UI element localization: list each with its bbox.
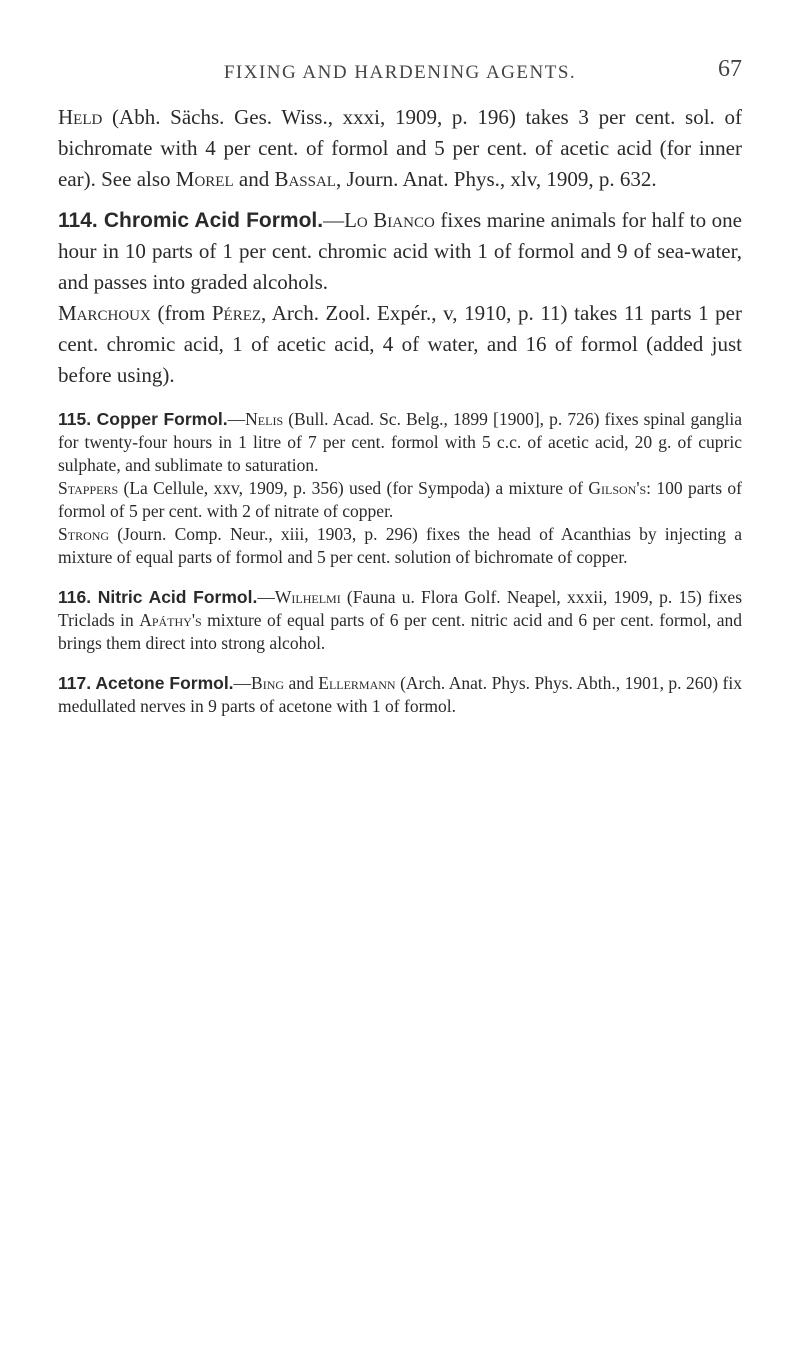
section-heading: 117. Acetone Formol. [58, 673, 234, 693]
section-115-para-3 [58, 523, 742, 569]
section-115-para-2 [58, 477, 742, 523]
paragraph-text: (La Cellule, xxv, 1909, p. 356) used (for Sympoda) a mixture of [118, 478, 589, 498]
page-body [58, 102, 742, 718]
author-name: Gilson's [588, 478, 647, 498]
author-name: Nelis [245, 409, 284, 429]
section-114 [58, 205, 742, 298]
author-name: Ellermann [318, 673, 396, 693]
conjunction: and [284, 673, 319, 693]
conjunction: and [233, 167, 275, 191]
paragraph-text: , Arch. Zool. Expér., v, 1910, p. 11) takes 11 parts 1 per cent. chromic acid, 1 of acetic acid, 4 of water, and 16 of formol (added just before using). [58, 301, 742, 387]
author-name: Apáthy's [139, 610, 202, 630]
author-name: Lo Bianco [344, 208, 435, 232]
section-heading: 115. Copper Formol. [58, 409, 228, 429]
section-heading: 114. Chromic Acid Formol. [58, 209, 324, 232]
paragraph-text: (Journ. Comp. Neur., xiii, 1903, p. 296) fixes the head of Acanthias by injecting a mixture of equal parts of formol and 5 per cent. solution of bichromate of copper. [58, 524, 742, 567]
paragraph-held [58, 102, 742, 195]
author-name: Strong [58, 524, 110, 544]
author-name: Marchoux [58, 301, 151, 325]
paragraph-text: (Fauna u. Flora Golf. Neapel, xxxii, 1909, p. 15) fixes Triclads in [58, 587, 743, 630]
large-type-section [58, 102, 742, 391]
paragraph-text: (Abh. Sächs. Ges. Wiss., xxxi, 1909, p. 196) takes 3 per cent. sol. of bichromate with 4 per cent. of formol and 5 per cent. of acetic acid (for inner ear). See also [58, 105, 742, 191]
page-number: 67 [718, 56, 742, 82]
citation-text: , Journ. Anat. Phys., xlv, 1909, p. 632. [335, 167, 657, 191]
author-name: Held [58, 105, 103, 129]
author-name: Bing [251, 673, 285, 693]
section-116: 116. Nitric Acid Formol.—Wilhelmi (Fauna u. Flora Golf. Neapel, xxxii, 1909, p. 15) fixes Triclads in Apáthy's mixture of equal parts of 6 per cent. nitric acid and 6 per cent. formol, and brings them direct into strong alcohol. [58, 587, 743, 653]
section-heading: 116. Nitric Acid Formol. [58, 587, 258, 607]
running-head: FIXING AND HARDENING AGENTS. [223, 62, 577, 83]
paragraph-text: —Lo Bianco fixes marine animals for half to one hour in 10 parts of 1 per cent. chromic acid with 1 of formol and 9 of sea-water, and passes into graded alcohols. [58, 208, 743, 294]
paragraph-text: (Bull. Acad. Sc. Belg., 1899 [1900], p. 726) fixes spinal ganglia for twenty-four hours in 1 litre of 7 per cent. formol with 5 c.c. of acetic acid, 20 g. of cupric sulphate, and sublimate to saturation. [58, 409, 742, 475]
section-117: 117. Acetone Formol.—Bing and Ellermann (Arch. Anat. Phys. Phys. Abth., 1901, p. 260) fix medullated nerves in 9 parts of acetone with 1 of formol. [58, 673, 742, 716]
paragraph-text: (from [150, 301, 212, 325]
paragraph-text: (Arch. Anat. Phys. Phys. Abth., 1901, p. 260) fix medullated nerves in 9 parts of acetone with 1 of formol. [58, 673, 742, 716]
paragraph-text: mixture of equal parts of 6 per cent. nitric acid and 6 per cent. formol, and brings them direct into strong alcohol. [58, 610, 742, 653]
author-name: Morel [175, 167, 234, 191]
small-type-section [58, 408, 742, 718]
section-114-para-2 [58, 298, 742, 391]
section-115: 115. Copper Formol.—Nelis (Bull. Acad. Sc. Belg., 1899 [1900], p. 726) fixes spinal ganglia for twenty-four hours in 1 litre of 7 per cent. formol with 5 c.c. of acetic acid, 20 g. of cupric sulphate, and sublimate to saturation. [58, 409, 742, 475]
author-name: Stappers [58, 478, 119, 498]
author-name: Wilhelmi [274, 587, 341, 607]
author-name: Pérez [211, 301, 262, 325]
paragraph-text: : 100 parts of formol of 5 per cent. with 2 of nitrate of copper. [58, 478, 742, 521]
author-name: Bassal [274, 167, 336, 191]
